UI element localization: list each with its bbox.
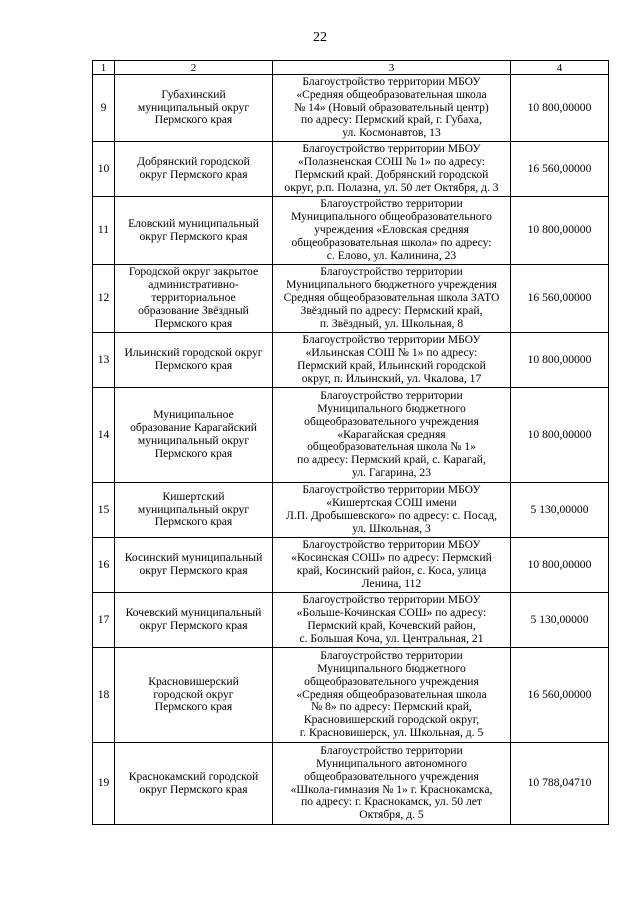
table-row (93, 648, 609, 743)
header-row (93, 61, 609, 75)
page-number: 22 (313, 30, 327, 45)
municipality-name: Городской округ закрытое административно- территориальное образование Звёздный Пермского края (115, 265, 273, 333)
project-description: Благоустройство территории Муниципального автономного общеобразовательного учреждения «Школа-гимназия № 1» г. Краснокамска, по адресу: г. Краснокамск, ул. 50 лет Октября, д. 5 (273, 743, 511, 825)
table-row (93, 197, 609, 265)
funding-amount: 16 560,00000 (511, 142, 609, 197)
row-number: 18 (93, 648, 115, 743)
funding-amount: 16 560,00000 (511, 648, 609, 743)
municipality-name: Губахинский муниципальный округ Пермского края (115, 75, 273, 142)
funding-amount: 10 800,00000 (511, 388, 609, 483)
funding-amount: 10 800,00000 (511, 197, 609, 265)
municipality-name: Еловский муниципальный округ Пермского края (115, 197, 273, 265)
table-row (93, 743, 609, 825)
subsidy-table (92, 60, 609, 825)
table-row (93, 538, 609, 593)
row-number: 19 (93, 743, 115, 825)
project-description: Благоустройство территории МБОУ «Полазненская СОШ № 1» по адресу: Пермский край. Добрянский городской округ, р.п. Полазна, ул. 50 лет Октября, д. 3 (273, 142, 511, 197)
funding-amount: 16 560,00000 (511, 265, 609, 333)
municipality-name: Красновишерский городской округ Пермского края (115, 648, 273, 743)
row-number: 9 (93, 75, 115, 142)
project-description: Благоустройство территории МБОУ «Больше-Кочинская СОШ» по адресу: Пермский край, Кочевский район, с. Большая Коча, ул. Центральная, 21 (273, 593, 511, 648)
table-row (93, 333, 609, 388)
funding-amount: 10 788,04710 (511, 743, 609, 825)
municipality-name: Ильинский городской округ Пермского края (115, 333, 273, 388)
municipality-name: Муниципальное образование Карагайский муниципальный округ Пермского края (115, 388, 273, 483)
row-number: 17 (93, 593, 115, 648)
funding-amount: 10 800,00000 (511, 333, 609, 388)
project-description: Благоустройство территории Муниципального бюджетного общеобразовательного учреждения «Карагайская средняя общеобразовательная школа № 1» по адресу: Пермский край, с. Карагай, ул. Гагарина, 23 (273, 388, 511, 483)
table-row (93, 483, 609, 538)
row-number: 12 (93, 265, 115, 333)
funding-amount: 10 800,00000 (511, 538, 609, 593)
table-row (93, 75, 609, 142)
funding-amount: 5 130,00000 (511, 483, 609, 538)
row-number: 15 (93, 483, 115, 538)
column-header: 4 (511, 61, 609, 75)
municipality-name: Кочевский муниципальный округ Пермского края (115, 593, 273, 648)
table-row (93, 593, 609, 648)
row-number: 13 (93, 333, 115, 388)
project-description: Благоустройство территории Муниципального бюджетного общеобразовательного учреждения «Средняя общеобразовательная школа № 8» по адресу: Пермский край, Красновишерский городской округ, г. Красновишерск, ул. Школьная, д. 5 (273, 648, 511, 743)
project-description: Благоустройство территории МБОУ «Средняя общеобразовательная школа № 14» (Новый образовательный центр) по адресу: Пермский край, г. Губаха, ул. Космонавтов, 13 (273, 75, 511, 142)
funding-amount: 10 800,00000 (511, 75, 609, 142)
column-header: 1 (93, 61, 115, 75)
column-header: 3 (273, 61, 511, 75)
table-row (93, 265, 609, 333)
table-row (93, 142, 609, 197)
row-number: 16 (93, 538, 115, 593)
table-row (93, 388, 609, 483)
project-description: Благоустройство территории Муниципального общеобразовательного учреждения «Еловская средняя общеобразовательная школа» по адресу: с. Елово, ул. Калинина, 23 (273, 197, 511, 265)
municipality-name: Кишертский муниципальный округ Пермского края (115, 483, 273, 538)
project-description: Благоустройство территории МБОУ «Ильинская СОШ № 1» по адресу: Пермский край, Ильинский городской округ, п. Ильинский, ул. Чкалова, 17 (273, 333, 511, 388)
municipality-name: Добрянский городской округ Пермского края (115, 142, 273, 197)
municipality-name: Краснокамский городской округ Пермского края (115, 743, 273, 825)
project-description: Благоустройство территории МБОУ «Кишертская СОШ имени Л.П. Дробышевского» по адресу: с. Посад, ул. Школьная, 3 (273, 483, 511, 538)
municipality-name: Косинский муниципальный округ Пермского края (115, 538, 273, 593)
row-number: 14 (93, 388, 115, 483)
funding-amount: 5 130,00000 (511, 593, 609, 648)
table-body (93, 61, 609, 825)
row-number: 10 (93, 142, 115, 197)
project-description: Благоустройство территории МБОУ «Косинская СОШ» по адресу: Пермский край, Косинский район, с. Коса, улица Ленина, 112 (273, 538, 511, 593)
row-number: 11 (93, 197, 115, 265)
column-header: 2 (115, 61, 273, 75)
project-description: Благоустройство территории Муниципального бюджетного учреждения Средняя общеобразовательная школа ЗАТО Звёздный по адресу: Пермский край, п. Звёздный, ул. Школьная, 8 (273, 265, 511, 333)
